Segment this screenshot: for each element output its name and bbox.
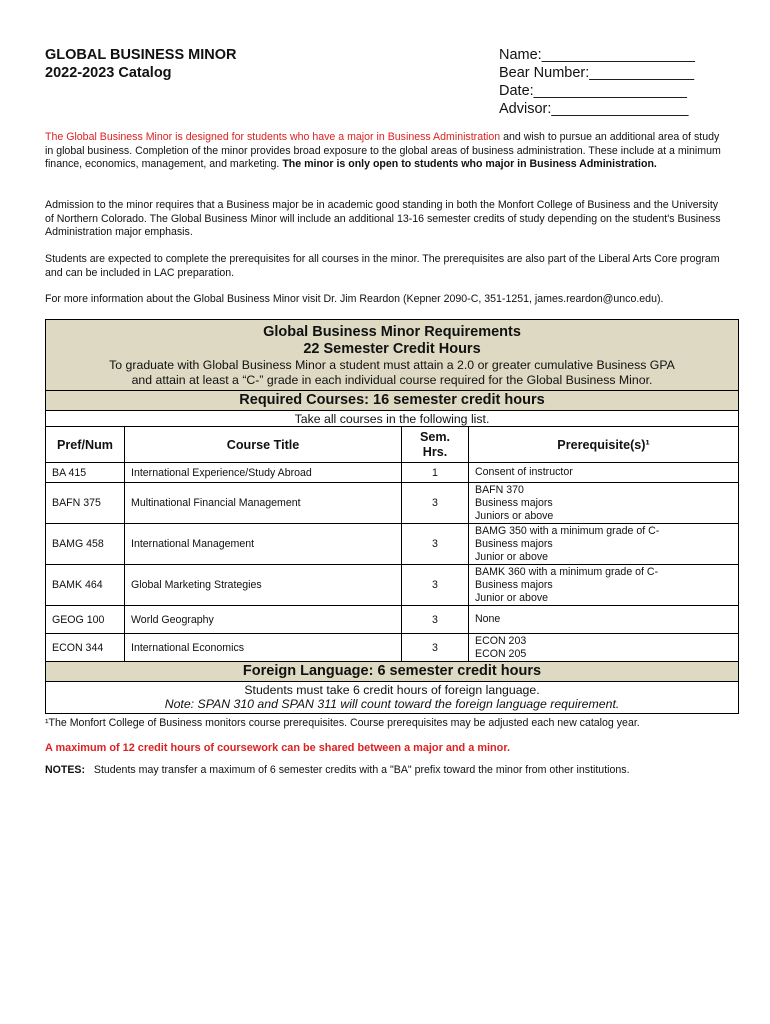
course-prereq: BAMG 350 with a minimum grade of C- Business majors Junior or above xyxy=(469,524,739,565)
table-row xyxy=(46,565,739,606)
course-pref: BAFN 375 xyxy=(46,483,125,524)
prerequisite-paragraph: Students are expected to complete the prerequisites for all courses in the minor. The prerequisites are also part of the Liberal Arts Core program and can be included in LAC preparation. xyxy=(45,253,720,279)
course-hours: 3 xyxy=(402,483,469,524)
foreign-language-line-2: Note: SPAN 310 and SPAN 311 will count toward the foreign language requirement. xyxy=(164,697,620,711)
table-row xyxy=(46,524,739,565)
course-hours: 1 xyxy=(402,463,469,483)
requirements-header-band xyxy=(46,320,739,391)
column-sem-hrs: Sem. Hrs. xyxy=(402,427,469,463)
required-courses-title: Required Courses: 16 semester credit hours xyxy=(46,391,739,411)
admission-paragraph: Admission to the minor requires that a Business major be in academic good standing in both the Monfort College of Business and the University of Northern Colorado. The Global Business Minor will include an additional 13-16 semester credits of study depending on the student's Business Administration major emphasis. xyxy=(45,199,721,238)
column-course-title: Course Title xyxy=(125,427,402,463)
course-title: World Geography xyxy=(125,606,402,634)
course-prereq: Consent of instructor xyxy=(469,463,739,483)
foreign-language-line-1: Students must take 6 credit hours of foreign language. xyxy=(244,683,540,697)
column-prerequisites: Prerequisite(s)¹ xyxy=(469,427,739,463)
course-pref: ECON 344 xyxy=(46,634,125,662)
course-hours: 3 xyxy=(402,634,469,662)
notes-text: Students may transfer a maximum of 6 semester credits with a "BA" prefix toward the minor from other institutions. xyxy=(93,764,630,776)
course-prereq: BAFN 370 Business majors Juniors or above xyxy=(469,483,739,524)
course-pref: BAMK 464 xyxy=(46,565,125,606)
advisor-field[interactable]: Advisor:_________________ xyxy=(499,101,689,117)
intro-highlight: The Global Business Minor is designed for students who have a major in Business Administration xyxy=(45,131,501,143)
catalog-year: 2022-2023 Catalog xyxy=(45,65,172,81)
column-pref-num: Pref/Num xyxy=(46,427,125,463)
course-title: International Management xyxy=(125,524,402,565)
table-row xyxy=(46,634,739,662)
foreign-language-notes xyxy=(46,682,739,714)
gpa-line-1: To graduate with Global Business Minor a student must attain a 2.0 or greater cumulative Business GPA xyxy=(109,358,675,372)
intro-paragraph xyxy=(45,131,725,172)
intro-body: and wish to pursue an additional area of study in global business. Completion of the minor provides broad exposure to the global areas of business administration. These include at a minimum finance, economics, management, and marketing. xyxy=(45,131,721,170)
course-pref: GEOG 100 xyxy=(46,606,125,634)
course-prereq: BAMK 360 with a minimum grade of C- Business majors Junior or above xyxy=(469,565,739,606)
course-pref: BA 415 xyxy=(46,463,125,483)
course-hours: 3 xyxy=(402,565,469,606)
course-prereq: ECON 203 ECON 205 xyxy=(469,634,739,662)
required-courses-subtitle: Take all courses in the following list. xyxy=(46,411,739,427)
max-credit-note: A maximum of 12 credit hours of coursework can be shared between a major and a minor. xyxy=(45,742,510,754)
bear-number-field[interactable]: Bear Number:_____________ xyxy=(499,65,695,81)
course-title: International Experience/Study Abroad xyxy=(125,463,402,483)
course-title: International Economics xyxy=(125,634,402,662)
foreign-language-title: Foreign Language: 6 semester credit hours xyxy=(46,662,739,682)
requirements-table xyxy=(45,319,739,714)
date-field[interactable]: Date:___________________ xyxy=(499,83,687,99)
student-info-fields xyxy=(499,46,695,118)
course-hours: 3 xyxy=(402,524,469,565)
table-row xyxy=(46,463,739,483)
intro-restriction: The minor is only open to students who major in Business Administration. xyxy=(282,158,657,170)
course-title: Multinational Financial Management xyxy=(125,483,402,524)
course-prereq: None xyxy=(469,606,739,634)
table-row xyxy=(46,606,739,634)
name-field[interactable]: Name:___________________ xyxy=(499,47,695,63)
notes-label: NOTES: xyxy=(45,764,86,776)
course-title: Global Marketing Strategies xyxy=(125,565,402,606)
requirements-credits: 22 Semester Credit Hours xyxy=(303,341,481,357)
notes-line xyxy=(45,764,745,778)
course-hours: 3 xyxy=(402,606,469,634)
requirements-title: Global Business Minor Requirements xyxy=(263,324,521,340)
gpa-line-2: and attain at least a “C-” grade in each individual course required for the Global Business Minor. xyxy=(131,373,653,387)
document-header xyxy=(45,46,236,82)
course-pref: BAMG 458 xyxy=(46,524,125,565)
contact-paragraph: For more information about the Global Business Minor visit Dr. Jim Reardon (Kepner 2090-C, 351-1251, james.reardon@unco.edu). xyxy=(45,293,664,305)
table-row xyxy=(46,483,739,524)
document-title: GLOBAL BUSINESS MINOR xyxy=(45,47,237,63)
footnote: ¹The Monfort College of Business monitors course prerequisites. Course prerequisites may be adjusted each new catalog year. xyxy=(45,717,640,729)
